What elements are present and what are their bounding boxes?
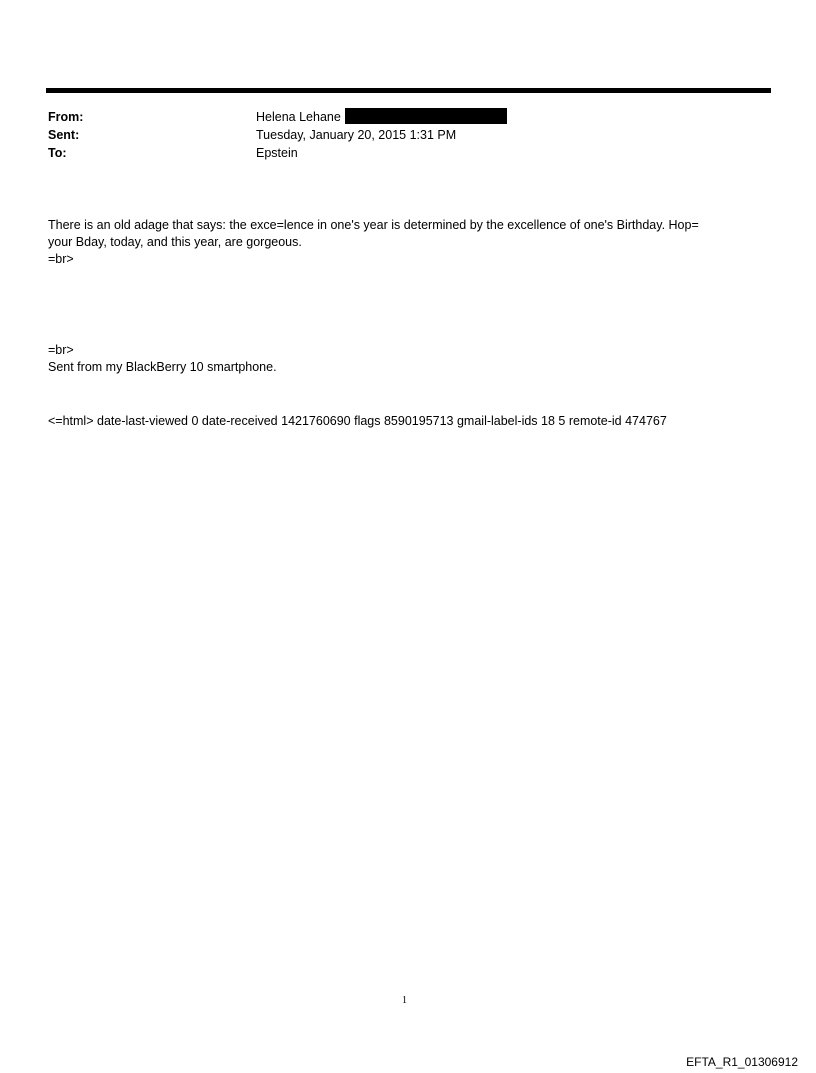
redaction-box (345, 108, 507, 124)
body-line-1: There is an old adage that says: the exce=lence in one's year is determined by the excellence of one's Birthday. Hop= (48, 218, 699, 232)
document-id: EFTA_R1_01306912 (686, 1055, 798, 1069)
sent-value: Tuesday, January 20, 2015 1:31 PM (256, 128, 457, 142)
body-line-3: =br> (48, 252, 74, 266)
body-line-2: your Bday, today, and this year, are gorgeous. (48, 235, 302, 249)
metadata-line: <=html> date-last-viewed 0 date-received 1421760690 flags 8590195713 gmail-label-ids 18 5 remote-id 474767 (48, 414, 667, 428)
page-number: 1 (402, 995, 407, 1006)
to-label: To: (48, 146, 67, 160)
from-value (256, 108, 507, 126)
to-value: Epstein (256, 146, 298, 160)
header-rule (46, 88, 771, 93)
signature-line: Sent from my BlackBerry 10 smartphone. (48, 360, 277, 374)
body-line-4: =br> (48, 343, 74, 357)
from-label: From: (48, 110, 84, 124)
sent-label: Sent: (48, 128, 80, 142)
sender-name: Helena Lehane (256, 110, 341, 124)
